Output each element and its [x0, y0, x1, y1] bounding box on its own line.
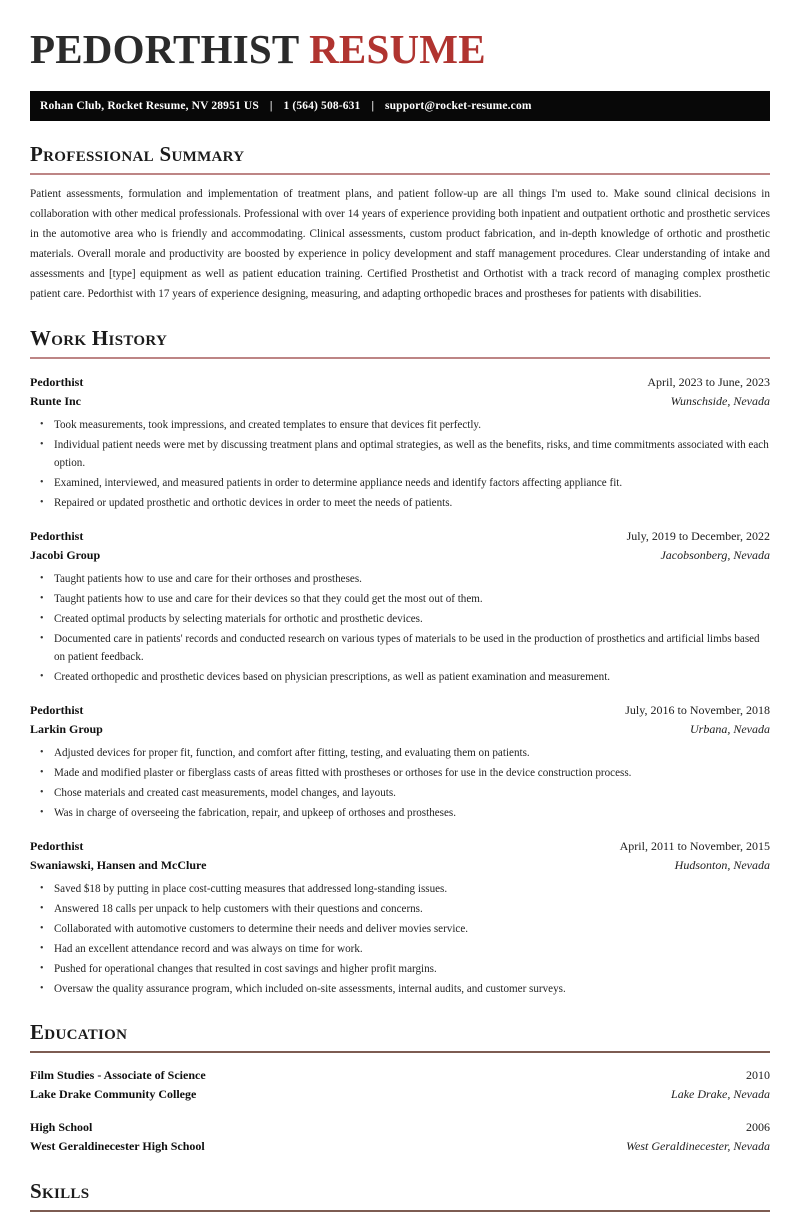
education-entry — [30, 1118, 770, 1156]
section-professional-summary — [30, 143, 770, 305]
job-subheader-row — [30, 546, 770, 565]
job-dates: July, 2016 to November, 2018 — [625, 702, 770, 717]
work-history-list — [30, 373, 770, 999]
job-location: Wunschside, Nevada — [670, 393, 770, 408]
job-bullet: • Made and modified plaster or fiberglass casts of areas fitted with prostheses or orthoses for use in the device construction process. — [52, 765, 770, 783]
job-title: Pedorthist — [30, 839, 84, 854]
summary-text: Patient assessments, formulation and implementation of treatment plans, and patient follow-up are all things I'm used to. Make sound clinical decisions in collaboration with other medical professionals. Professional with over 14 years of experience providing both inpatient and outpatient orthotic and prosthetic services in the automotive area who is friendly and accommodating. Clinical assessments, custom product fabrication, and in-depth knowledge of orthotic and prosthetic materials. Overall morale and productivity are boosted by experience in policy development and staff management procedures. Clear understanding of intake and assessments and [type] equipment as well as patient education training. Certified Prosthetist and Orthotist with a track record of managing complex prosthetic patient care. Pedorthist with 17 years of experience designing, measuring, and adapting orthopedic braces and prostheses for patients with disabilities. — [30, 188, 770, 300]
job-bullet: • Oversaw the quality assurance program, which included on-site assessments, internal audits, and customer surveys. — [52, 981, 770, 999]
job-entry — [30, 701, 770, 823]
job-bullet: • Taught patients how to use and care for their orthoses and prostheses. — [52, 571, 770, 589]
job-bullet: • Taught patients how to use and care for their devices so that they could get the most out of them. — [52, 591, 770, 609]
education-degree: Film Studies - Associate of Science — [30, 1068, 206, 1083]
job-bullet-list — [30, 881, 770, 999]
job-bullet-list — [30, 571, 770, 687]
education-degree: High School — [30, 1119, 93, 1134]
job-bullet-list — [30, 745, 770, 823]
job-subheader-row — [30, 720, 770, 739]
job-company: Swaniawski, Hansen and McClure — [30, 857, 207, 872]
job-bullet: • Pushed for operational changes that resulted in cost savings and higher profit margins. — [52, 961, 770, 979]
job-header-row — [30, 837, 770, 856]
section-heading-summary: Professional Summary — [30, 142, 245, 167]
job-header-row — [30, 701, 770, 720]
education-year: 2006 — [746, 1119, 770, 1134]
contact-address: Rohan Club, Rocket Resume, NV 28951 US — [40, 100, 259, 113]
page-title — [30, 0, 770, 73]
education-header-row — [30, 1066, 770, 1085]
job-company: Runte Inc — [30, 393, 82, 408]
job-bullet: • Chose materials and created cast measurements, model changes, and layouts. — [52, 785, 770, 803]
job-dates: July, 2019 to December, 2022 — [626, 528, 770, 543]
job-entry — [30, 373, 770, 513]
job-title: Pedorthist — [30, 374, 84, 389]
contact-separator-1: | — [269, 100, 273, 113]
job-subheader-row — [30, 856, 770, 875]
job-bullet: • Took measurements, took impressions, and created templates to ensure that devices fit perfectly. — [52, 417, 770, 435]
job-dates: April, 2023 to June, 2023 — [647, 374, 770, 389]
section-divider-work-history — [30, 357, 770, 359]
job-bullet: • Documented care in patients' records and conducted research on various types of materials to be used in the production of prosthetics and artificial limbs based on patient feedback. — [52, 631, 770, 667]
education-header-row — [30, 1118, 770, 1137]
section-heading-education: Education — [30, 1020, 128, 1045]
job-title: Pedorthist — [30, 528, 84, 543]
job-bullet: • Was in charge of overseeing the fabrication, repair, and upkeep of orthoses and prostheses. — [52, 805, 770, 823]
section-divider-summary — [30, 173, 770, 175]
job-entry — [30, 527, 770, 687]
job-dates: April, 2011 to November, 2015 — [619, 839, 770, 854]
job-subheader-row — [30, 392, 770, 411]
job-bullet: • Examined, interviewed, and measured patients in order to determine appliance needs and identify factors affecting appliance fit. — [52, 475, 770, 493]
job-bullet: • Answered 18 calls per unpack to help customers with their questions and concerns. — [52, 901, 770, 919]
education-location: West Geraldinecester, Nevada — [626, 1138, 770, 1153]
job-bullet: • Saved $18 by putting in place cost-cutting measures that addressed long-standing issues. — [52, 881, 770, 899]
section-heading-skills: Skills — [30, 1178, 90, 1203]
education-subheader-row — [30, 1137, 770, 1156]
job-bullet: • Created optimal products by selecting materials for orthotic and prosthetic devices. — [52, 611, 770, 629]
education-location: Lake Drake, Nevada — [671, 1087, 770, 1102]
job-location: Jacobsonberg, Nevada — [660, 547, 770, 562]
job-bullet-list — [30, 417, 770, 513]
job-bullet: • Had an excellent attendance record and was always on time for work. — [52, 941, 770, 959]
education-year: 2010 — [746, 1068, 770, 1083]
job-entry — [30, 837, 770, 999]
job-company: Jacobi Group — [30, 547, 101, 562]
education-entry — [30, 1066, 770, 1104]
section-skills — [30, 1180, 770, 1212]
section-work-history — [30, 327, 770, 999]
contact-email: support@rocket-resume.com — [385, 100, 532, 113]
job-title: Pedorthist — [30, 702, 84, 717]
job-company: Larkin Group — [30, 721, 103, 736]
education-school: Lake Drake Community College — [30, 1087, 197, 1102]
section-divider-education — [30, 1051, 770, 1053]
job-bullet: • Repaired or updated prosthetic and orthotic devices in order to meet the needs of patients. — [52, 495, 770, 513]
job-bullet: • Created orthopedic and prosthetic devices based on physician prescriptions, as well as patient examination and measurement. — [52, 669, 770, 687]
section-education — [30, 1021, 770, 1156]
job-location: Urbana, Nevada — [690, 721, 770, 736]
education-school: West Geraldinecester High School — [30, 1138, 205, 1153]
contact-phone: 1 (564) 508-631 — [283, 100, 361, 113]
education-subheader-row — [30, 1085, 770, 1104]
job-bullet: • Adjusted devices for proper fit, function, and comfort after fitting, testing, and evaluating them on patients. — [52, 745, 770, 763]
job-location: Hudsonton, Nevada — [674, 857, 770, 872]
section-heading-work-history: Work History — [30, 325, 168, 350]
job-bullet: • Collaborated with automotive customers to determine their needs and deliver movies service. — [52, 921, 770, 939]
job-header-row — [30, 527, 770, 546]
job-bullet: • Individual patient needs were met by discussing treatment plans and optimal strategies, as well as the benefits, risks, and time commitments associated with each option. — [52, 437, 770, 473]
page-title-accent: RESUME — [309, 26, 486, 72]
contact-separator-2: | — [371, 100, 374, 113]
contact-bar — [30, 91, 770, 121]
page-title-primary: PEDORTHIST — [30, 26, 299, 72]
job-header-row — [30, 373, 770, 392]
